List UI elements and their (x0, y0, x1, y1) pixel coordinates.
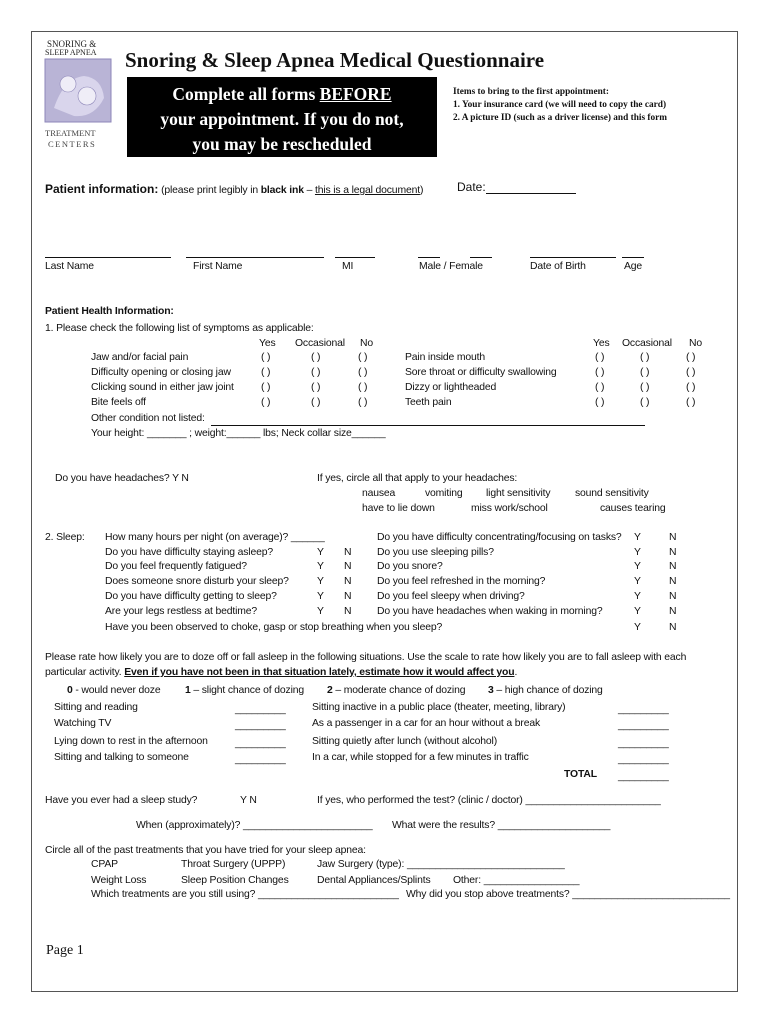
no-option[interactable]: N (669, 576, 677, 587)
doze-score-field[interactable]: _________ (235, 720, 286, 731)
symptom-checkbox[interactable]: ( ) (595, 367, 605, 378)
total-label: TOTAL (564, 769, 597, 780)
yes-option[interactable]: Y (634, 561, 641, 572)
logo-line2: SLEEP APNEA (45, 48, 97, 57)
sleep-question: Do you have difficulty getting to sleep? (105, 591, 277, 602)
sex-label: Male / Female (419, 261, 483, 272)
treatment-option[interactable]: Throat Surgery (UPPP) (181, 859, 286, 870)
doze-score-field[interactable]: _________ (618, 720, 669, 731)
dob-field[interactable] (530, 257, 616, 258)
yes-option[interactable]: Y (634, 622, 641, 633)
sleep-question: Do you use sleeping pills? (377, 547, 494, 558)
sleep-study-yn[interactable]: Y N (240, 795, 257, 806)
yes-option[interactable]: Y (317, 576, 324, 587)
doze-situation: Sitting and reading (54, 702, 138, 713)
notice-line2: your appointment. If you do not, (160, 109, 404, 129)
company-logo (44, 38, 114, 150)
patient-info-header: Patient information: (please print legibly in black ink – this is a legal document) (45, 182, 424, 196)
headache-option[interactable]: light sensitivity (486, 488, 551, 499)
scale-item: 0 - would never doze (67, 685, 161, 696)
scale-item: 1 – slight chance of dozing (185, 685, 305, 696)
no-option[interactable]: N (669, 561, 677, 572)
height-weight-line: Your height: _______ ; weight:______ lbs; Neck collar size______ (91, 428, 386, 439)
sleep-question: Do you feel sleepy when driving? (377, 591, 525, 602)
symptom-checkbox[interactable]: ( ) (595, 352, 605, 363)
treatment-option[interactable]: Jaw Surgery (type): ____________________________ (317, 859, 565, 870)
date-field[interactable] (486, 193, 576, 194)
mi-field[interactable] (335, 257, 375, 258)
col-no: No (689, 338, 702, 349)
sleep-question: Do you have headaches when waking in morning? (377, 606, 603, 617)
symptom-checkbox[interactable]: ( ) (311, 382, 321, 393)
sleep-study-who[interactable]: If yes, who performed the test? (clinic / doctor) ________________________ (317, 795, 661, 806)
col-yes: Yes (259, 338, 276, 349)
notice-before: BEFORE (319, 84, 392, 104)
symptom-checkbox[interactable]: ( ) (686, 367, 696, 378)
sleep-study-when[interactable]: When (approximately)? _______________________ (136, 820, 373, 831)
col-occasional: Occasional (622, 338, 672, 349)
sleep-hours-question: How many hours per night (on average)? ______ (105, 532, 325, 543)
no-option[interactable]: N (344, 606, 352, 617)
sleep-label: 2. Sleep: (45, 532, 85, 543)
sleep-study-question: Have you ever had a sleep study? (45, 795, 198, 806)
symptom-checkbox[interactable]: ( ) (640, 367, 650, 378)
symptom-checkbox[interactable]: ( ) (686, 382, 696, 393)
symptom-checkbox[interactable]: ( ) (261, 382, 271, 393)
doze-score-field[interactable]: _________ (618, 704, 669, 715)
no-option[interactable]: N (669, 591, 677, 602)
symptom-checkbox[interactable]: ( ) (358, 397, 368, 408)
page-title: Snoring & Sleep Apnea Medical Questionnaire (125, 48, 545, 72)
total-field[interactable]: _________ (618, 771, 669, 782)
scale-item: 2 – moderate chance of dozing (327, 685, 466, 696)
notice-box (127, 77, 437, 157)
doze-intro: Please rate how likely you are to doze off or fall asleep in the following situations. Use the scale to rate how likely you are to fall asleep with each (45, 652, 687, 663)
symptom-label: Sore throat or difficulty swallowing (405, 367, 557, 378)
symptom-checkbox[interactable]: ( ) (595, 382, 605, 393)
no-option[interactable]: N (344, 591, 352, 602)
doze-score-field[interactable]: _________ (235, 738, 286, 749)
bring-header: Items to bring to the first appointment: (453, 87, 609, 97)
symptom-label: Dizzy or lightheaded (405, 382, 497, 393)
symptom-checkbox[interactable]: ( ) (358, 367, 368, 378)
treatments-still-using[interactable]: Which treatments are you still using? _________________________ (91, 889, 399, 900)
symptom-checkbox[interactable]: ( ) (311, 367, 321, 378)
notice-line3: you may be rescheduled (192, 134, 372, 154)
yes-option[interactable]: Y (634, 547, 641, 558)
male-field[interactable] (418, 257, 440, 258)
last-name-field[interactable] (45, 257, 171, 258)
yes-option[interactable]: Y (634, 532, 641, 543)
doze-situation: Lying down to rest in the afternoon (54, 736, 208, 747)
sleep-question: Do you feel refreshed in the morning? (377, 576, 546, 587)
yes-option[interactable]: Y (634, 576, 641, 587)
logo-line3: TREATMENT (45, 128, 96, 138)
doze-situation: In a car, while stopped for a few minutes in traffic (312, 752, 529, 763)
col-yes: Yes (593, 338, 610, 349)
doze-situation: Watching TV (54, 718, 112, 729)
date-label: Date: (457, 180, 486, 194)
female-field[interactable] (470, 257, 492, 258)
symptom-checkbox[interactable]: ( ) (640, 382, 650, 393)
treatment-option[interactable]: CPAP (91, 859, 118, 870)
other-condition-field[interactable] (211, 425, 645, 426)
no-option[interactable]: N (344, 576, 352, 587)
symptom-checkbox[interactable]: ( ) (595, 397, 605, 408)
no-option[interactable]: N (669, 547, 677, 558)
choke-question: Have you been observed to choke, gasp or stop breathing when you sleep? (105, 622, 443, 633)
headaches-question: Do you have headaches? Y N (55, 473, 189, 484)
notice-line1: Complete all forms (172, 84, 320, 104)
headache-option[interactable]: sound sensitivity (575, 488, 649, 499)
symptom-checkbox[interactable]: ( ) (261, 352, 271, 363)
headaches-ifyes: If yes, circle all that apply to your headaches: (317, 473, 518, 484)
sleep-question: Are your legs restless at bedtime? (105, 606, 257, 617)
yes-option[interactable]: Y (634, 606, 641, 617)
doze-intro-2: particular activity. Even if you have not been in that situation lately, estimate how it would affect you. (45, 667, 518, 678)
yes-option[interactable]: Y (317, 561, 324, 572)
doze-score-field[interactable]: _________ (618, 754, 669, 765)
doze-situation: As a passenger in a car for an hour without a break (312, 718, 541, 729)
headache-option[interactable]: miss work/school (471, 503, 548, 514)
symptoms-question: 1. Please check the following list of symptoms as applicable: (45, 323, 314, 334)
patient-label: Patient information: (45, 182, 159, 196)
headache-option[interactable]: nausea (362, 488, 396, 499)
symptom-checkbox[interactable]: ( ) (261, 397, 271, 408)
col-occasional: Occasional (295, 338, 345, 349)
doze-situation: Sitting inactive in a public place (theater, meeting, library) (312, 702, 566, 713)
symptom-checkbox[interactable]: ( ) (358, 352, 368, 363)
symptom-label: Pain inside mouth (405, 352, 486, 363)
symptom-checkbox[interactable]: ( ) (261, 367, 271, 378)
treatment-option[interactable]: Other: _________________ (453, 875, 580, 886)
page-number: Page 1 (46, 943, 84, 958)
bring-item: 1. Your insurance card (we will need to copy the card) (453, 100, 667, 110)
doze-score-field[interactable]: _________ (235, 704, 286, 715)
symptom-checkbox[interactable]: ( ) (686, 352, 696, 363)
yes-option[interactable]: Y (317, 606, 324, 617)
symptom-checkbox[interactable]: ( ) (311, 352, 321, 363)
yes-option[interactable]: Y (317, 547, 324, 558)
symptom-checkbox[interactable]: ( ) (358, 382, 368, 393)
logo-line1: SNORING & (47, 39, 97, 49)
sleep-question: Do you have difficulty staying asleep? (105, 547, 273, 558)
treatments-why-stop[interactable]: Why did you stop above treatments? ____________________________ (406, 889, 730, 900)
sleep-question: Do you have difficulty concentrating/focusing on tasks? (377, 532, 622, 543)
sleep-question: Does someone snore disturb your sleep? (105, 576, 289, 587)
bring-item: 2. A picture ID (such as a driver license) and this form (453, 113, 668, 123)
headache-option[interactable]: have to lie down (362, 503, 435, 514)
no-option[interactable]: N (669, 532, 677, 543)
dob-label: Date of Birth (530, 261, 586, 272)
symptom-label: Difficulty opening or closing jaw (91, 367, 231, 378)
symptom-checkbox[interactable]: ( ) (640, 352, 650, 363)
doze-situation: Sitting and talking to someone (54, 752, 189, 763)
age-label: Age (624, 261, 643, 272)
doze-situation: Sitting quietly after lunch (without alcohol) (312, 736, 498, 747)
treatment-option[interactable]: Weight Loss (91, 875, 147, 886)
sleep-question: Do you snore? (377, 561, 443, 572)
no-option[interactable]: N (669, 606, 677, 617)
yes-option[interactable]: Y (317, 591, 324, 602)
col-no: No (360, 338, 373, 349)
no-option[interactable]: N (344, 547, 352, 558)
headache-option[interactable]: causes tearing (600, 503, 666, 514)
no-option[interactable]: N (669, 622, 677, 633)
health-header: Patient Health Information: (45, 306, 174, 317)
treatment-option[interactable]: Dental Appliances/Splints (317, 875, 431, 886)
yes-option[interactable]: Y (634, 591, 641, 602)
treatment-option[interactable]: Sleep Position Changes (181, 875, 289, 886)
no-option[interactable]: N (344, 561, 352, 572)
doze-score-field[interactable]: _________ (235, 754, 286, 765)
bring-list (453, 86, 667, 125)
scale-item: 3 – high chance of dozing (488, 685, 603, 696)
treatments-header: Circle all of the past treatments that you have tried for your sleep apnea: (45, 845, 366, 856)
sleep-question: Do you feel frequently fatigued? (105, 561, 247, 572)
first-name-field[interactable] (186, 257, 324, 258)
symptom-checkbox[interactable]: ( ) (311, 397, 321, 408)
symptom-checkbox[interactable]: ( ) (686, 397, 696, 408)
last-name-label: Last Name (45, 261, 94, 272)
symptom-label: Jaw and/or facial pain (91, 352, 189, 363)
first-name-label: First Name (193, 261, 243, 272)
logo-line4: CENTERS (48, 139, 97, 149)
mi-label: MI (342, 261, 354, 272)
doze-score-field[interactable]: _________ (618, 738, 669, 749)
symptom-label: Teeth pain (405, 397, 452, 408)
headache-option[interactable]: vomiting (425, 488, 463, 499)
symptom-label: Clicking sound in either jaw joint (91, 382, 234, 393)
age-field[interactable] (622, 257, 644, 258)
other-condition-label: Other condition not listed: (91, 413, 205, 424)
symptom-checkbox[interactable]: ( ) (640, 397, 650, 408)
sleep-study-results[interactable]: What were the results? ____________________ (392, 820, 611, 831)
symptom-label: Bite feels off (91, 397, 146, 408)
